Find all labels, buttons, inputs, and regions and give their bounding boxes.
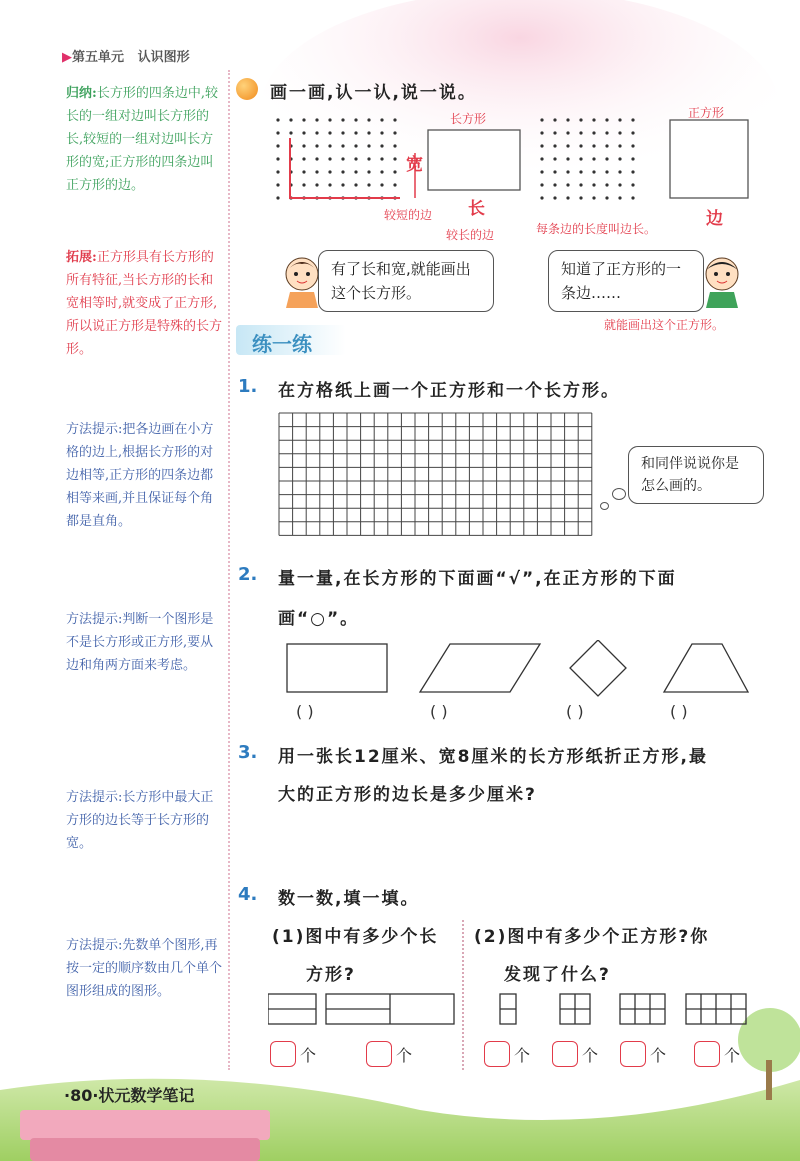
boy-speech-bubble: 知道了正方形的一条边……	[548, 250, 704, 312]
grid-dot	[328, 118, 331, 121]
q2-shapes	[280, 640, 760, 700]
shape-trapezoid	[664, 644, 748, 692]
grid-dot	[566, 196, 569, 199]
grid-dot	[553, 157, 556, 160]
grid-dot	[393, 157, 396, 160]
long-side-note: 较长的边	[446, 228, 495, 242]
q4-sub1-line2: 方形?	[306, 965, 356, 985]
topic-label: 认识图形	[137, 50, 190, 65]
grid-dot	[605, 183, 608, 186]
grid-dot	[566, 183, 569, 186]
grid-dot	[341, 183, 344, 186]
side-note-method-1: 方法提示:把各边画在小方格的边上,根据长方形的对边相等,正方形的四条边都相等来画,并且保证每个角都是直角。	[66, 422, 214, 529]
q1-text: 在方格纸上画一个正方形和一个长方形。	[278, 381, 620, 401]
grid-dot	[328, 157, 331, 160]
shape-rectangle	[287, 644, 387, 692]
q4-sub2-line2: 发现了什么?	[504, 965, 611, 985]
boy-note: 就能画出这个正方形。	[604, 318, 725, 332]
unit-label-4: 个	[582, 1046, 599, 1065]
grid-dot	[631, 170, 634, 173]
grid-dot	[276, 144, 279, 147]
shape-parallelogram	[420, 644, 540, 692]
grid-dot	[380, 170, 383, 173]
grid-dot	[553, 183, 556, 186]
grid-dot	[341, 131, 344, 134]
grid-dot	[540, 183, 543, 186]
grid-dot	[315, 131, 318, 134]
grid-dot	[566, 157, 569, 160]
grid-dot	[631, 144, 634, 147]
grid-dot	[618, 170, 621, 173]
side-note-method-3: 方法提示:长方形中最大正方形的边长等于长方形的宽。	[66, 790, 214, 851]
grid-dot	[566, 170, 569, 173]
grid-dot	[367, 183, 370, 186]
grid-dot	[276, 183, 279, 186]
grid-dot	[592, 131, 595, 134]
grid-dot	[354, 131, 357, 134]
grid-dot	[354, 144, 357, 147]
grid-dot	[341, 118, 344, 121]
grid-dot	[328, 170, 331, 173]
q4-sub2-line1: (2)图中有多少个正方形?你	[474, 927, 710, 947]
grid-dot	[592, 144, 595, 147]
rect-shape	[428, 130, 520, 190]
grid-dot	[367, 118, 370, 121]
unit-label-1: 个	[300, 1046, 317, 1065]
answer-box-3[interactable]	[484, 1041, 510, 1067]
grid-dot	[367, 131, 370, 134]
grid-dot	[618, 131, 621, 134]
thought-dot-small	[600, 502, 609, 510]
grid-dot	[302, 118, 305, 121]
unit-label-6: 个	[724, 1046, 741, 1065]
grid-dot	[579, 118, 582, 121]
grid-dot	[605, 196, 608, 199]
dot-grid-right	[540, 118, 634, 199]
grid-dot	[341, 144, 344, 147]
grid-dot	[592, 118, 595, 121]
answer-box-4[interactable]	[552, 1041, 578, 1067]
grid-dot	[605, 144, 608, 147]
grid-dot	[380, 118, 383, 121]
grid-dot	[315, 170, 318, 173]
grid-dot	[276, 196, 279, 199]
unit-header	[62, 46, 190, 65]
boy-avatar	[700, 252, 744, 308]
grid-dot	[631, 118, 634, 121]
grid-dot	[315, 157, 318, 160]
grid-dot	[354, 183, 357, 186]
grid-dot	[553, 196, 556, 199]
grid-dot	[618, 118, 621, 121]
grid-dot	[605, 131, 608, 134]
grid-paper[interactable]	[278, 412, 596, 540]
q3-number: 3.	[238, 742, 258, 763]
grid-dot	[328, 131, 331, 134]
edge-label: 边	[706, 209, 723, 229]
answer-paren-4[interactable]: ( )	[670, 702, 688, 721]
grid-dot	[302, 183, 305, 186]
grid-dot	[618, 183, 621, 186]
grid-dot	[631, 196, 634, 199]
grid-dot	[631, 131, 634, 134]
q3-text-line1: 用一张长12厘米、宽8厘米的长方形纸折正方形,最	[278, 747, 708, 767]
grid-dot	[553, 144, 556, 147]
grid-dot	[354, 170, 357, 173]
grid-dot	[540, 196, 543, 199]
grid-dot	[354, 118, 357, 121]
intro-figures	[260, 108, 780, 248]
side-note-method-4: 方法提示:先数单个图形,再按一定的顺序数由几个单个图形组成的图形。	[66, 938, 223, 999]
grid-dot	[566, 144, 569, 147]
page-footer: ·80·状元数学笔记	[64, 1086, 195, 1105]
q4-text: 数一数,填一填。	[278, 889, 420, 909]
side-note-summary: 归纳:长方形的四条边中,较长的一组对边叫长方形的长,较短的一组对边叫长方形的宽;正方形的四条边叫正方形的边。	[66, 86, 218, 193]
grid-dot	[276, 131, 279, 134]
grid-dot	[393, 131, 396, 134]
square-shape	[670, 120, 748, 198]
grid-dot	[592, 157, 595, 160]
margin-divider	[228, 70, 230, 1070]
grid-dot	[393, 183, 396, 186]
grid-dot	[315, 118, 318, 121]
q3-text-line2: 大的正方形的边长是多少厘米?	[278, 785, 537, 805]
grid-dot	[367, 157, 370, 160]
grid-dot	[380, 183, 383, 186]
grid-dot	[380, 157, 383, 160]
grid-dot	[380, 144, 383, 147]
practice-title: 练一练	[252, 332, 312, 356]
grid-dot	[367, 144, 370, 147]
grid-dot	[605, 118, 608, 121]
length-label: 长	[468, 199, 485, 219]
grid-dot	[302, 170, 305, 173]
grid-dot	[631, 183, 634, 186]
grid-dot	[328, 183, 331, 186]
answer-box-5[interactable]	[620, 1041, 646, 1067]
grid-dot	[289, 118, 292, 121]
answer-box-1[interactable]	[270, 1041, 296, 1067]
edge-length-note: 每条边的长度叫边长。	[536, 222, 657, 236]
grid-dot	[380, 131, 383, 134]
triangle-icon: ▶	[62, 50, 72, 65]
page-number: 80	[70, 1086, 93, 1105]
grid-dot	[579, 144, 582, 147]
intro-title: 画一画,认一认,说一说。	[270, 83, 477, 103]
grid-dot	[579, 131, 582, 134]
q4-sub1-line1: (1)图中有多少个长	[272, 927, 439, 947]
side-note-method-2: 方法提示:判断一个图形是不是长方形或正方形,要从边和角两方面来考虑。	[66, 612, 214, 673]
rect-label: 长方形	[450, 112, 487, 126]
grid-dot	[302, 157, 305, 160]
shape-diamond	[570, 640, 626, 696]
side-note-extension: 拓展:正方形具有长方形的所有特征,当长方形的长和宽相等时,就变成了正方形,所以说正方形是特殊的长方形。	[66, 250, 223, 357]
grid-dot	[592, 183, 595, 186]
grid-dot	[354, 157, 357, 160]
grid-dot	[393, 144, 396, 147]
grid-dot	[540, 144, 543, 147]
grid-dot	[618, 196, 621, 199]
book-title: 状元数学笔记	[98, 1086, 195, 1105]
grid-dot	[393, 118, 396, 121]
grid-dot	[605, 157, 608, 160]
grid-dot	[618, 144, 621, 147]
grid-dot	[579, 170, 582, 173]
girl-speech-bubble: 有了长和宽,就能画出这个长方形。	[318, 250, 494, 312]
q2-text-line1: 量一量,在长方形的下面画“√”,在正方形的下面	[278, 569, 677, 589]
grid-dot	[315, 144, 318, 147]
grid-dot	[579, 183, 582, 186]
short-side-note: 较短的边	[384, 208, 433, 222]
grid-dot	[367, 170, 370, 173]
grid-dot	[605, 170, 608, 173]
answer-box-2[interactable]	[366, 1041, 392, 1067]
grid-dot	[592, 170, 595, 173]
grid-dot	[553, 131, 556, 134]
q4-figures	[268, 992, 756, 1032]
grid-dot	[276, 118, 279, 121]
thought-dot-large	[612, 488, 626, 500]
grid-dot	[553, 118, 556, 121]
drawn-rect-corner	[290, 138, 400, 198]
grid-dot	[302, 144, 305, 147]
grid-dot	[302, 131, 305, 134]
orange-ball-icon	[236, 78, 258, 100]
unit-label: 第五单元	[72, 50, 125, 65]
grid-dot	[276, 157, 279, 160]
q2-text-line2: 画“○”。	[278, 609, 360, 629]
unit-label-2: 个	[396, 1046, 413, 1065]
q2-number: 2.	[238, 564, 258, 585]
grid-dot	[341, 157, 344, 160]
q1-speech-bubble: 和同伴说说你是怎么画的。	[628, 446, 764, 504]
grid-dot	[540, 118, 543, 121]
grid-dot	[276, 170, 279, 173]
grid-dot	[393, 170, 396, 173]
dot-grid-left	[276, 118, 396, 199]
grid-dot	[553, 170, 556, 173]
grid-dot	[618, 157, 621, 160]
grid-dot	[540, 131, 543, 134]
square-label: 正方形	[688, 106, 725, 120]
answer-paren-2[interactable]: ( )	[430, 702, 448, 721]
answer-paren-3[interactable]: ( )	[566, 702, 584, 721]
grid-dot	[540, 170, 543, 173]
grid-dot	[341, 170, 344, 173]
grid-dot	[315, 183, 318, 186]
width-label: 宽	[406, 155, 423, 175]
grid-dot	[579, 157, 582, 160]
grid-dot	[540, 157, 543, 160]
grid-dot	[566, 131, 569, 134]
unit-label-5: 个	[650, 1046, 667, 1065]
q1-number: 1.	[238, 376, 258, 397]
grid-dot	[289, 131, 292, 134]
grid-dot	[328, 144, 331, 147]
grid-dot	[631, 157, 634, 160]
grid-dot	[566, 118, 569, 121]
grid-dot	[579, 196, 582, 199]
answer-box-6[interactable]	[694, 1041, 720, 1067]
unit-label-3: 个	[514, 1046, 531, 1065]
q4-number: 4.	[238, 884, 258, 905]
grid-dot	[592, 196, 595, 199]
answer-paren-1[interactable]: ( )	[296, 702, 314, 721]
